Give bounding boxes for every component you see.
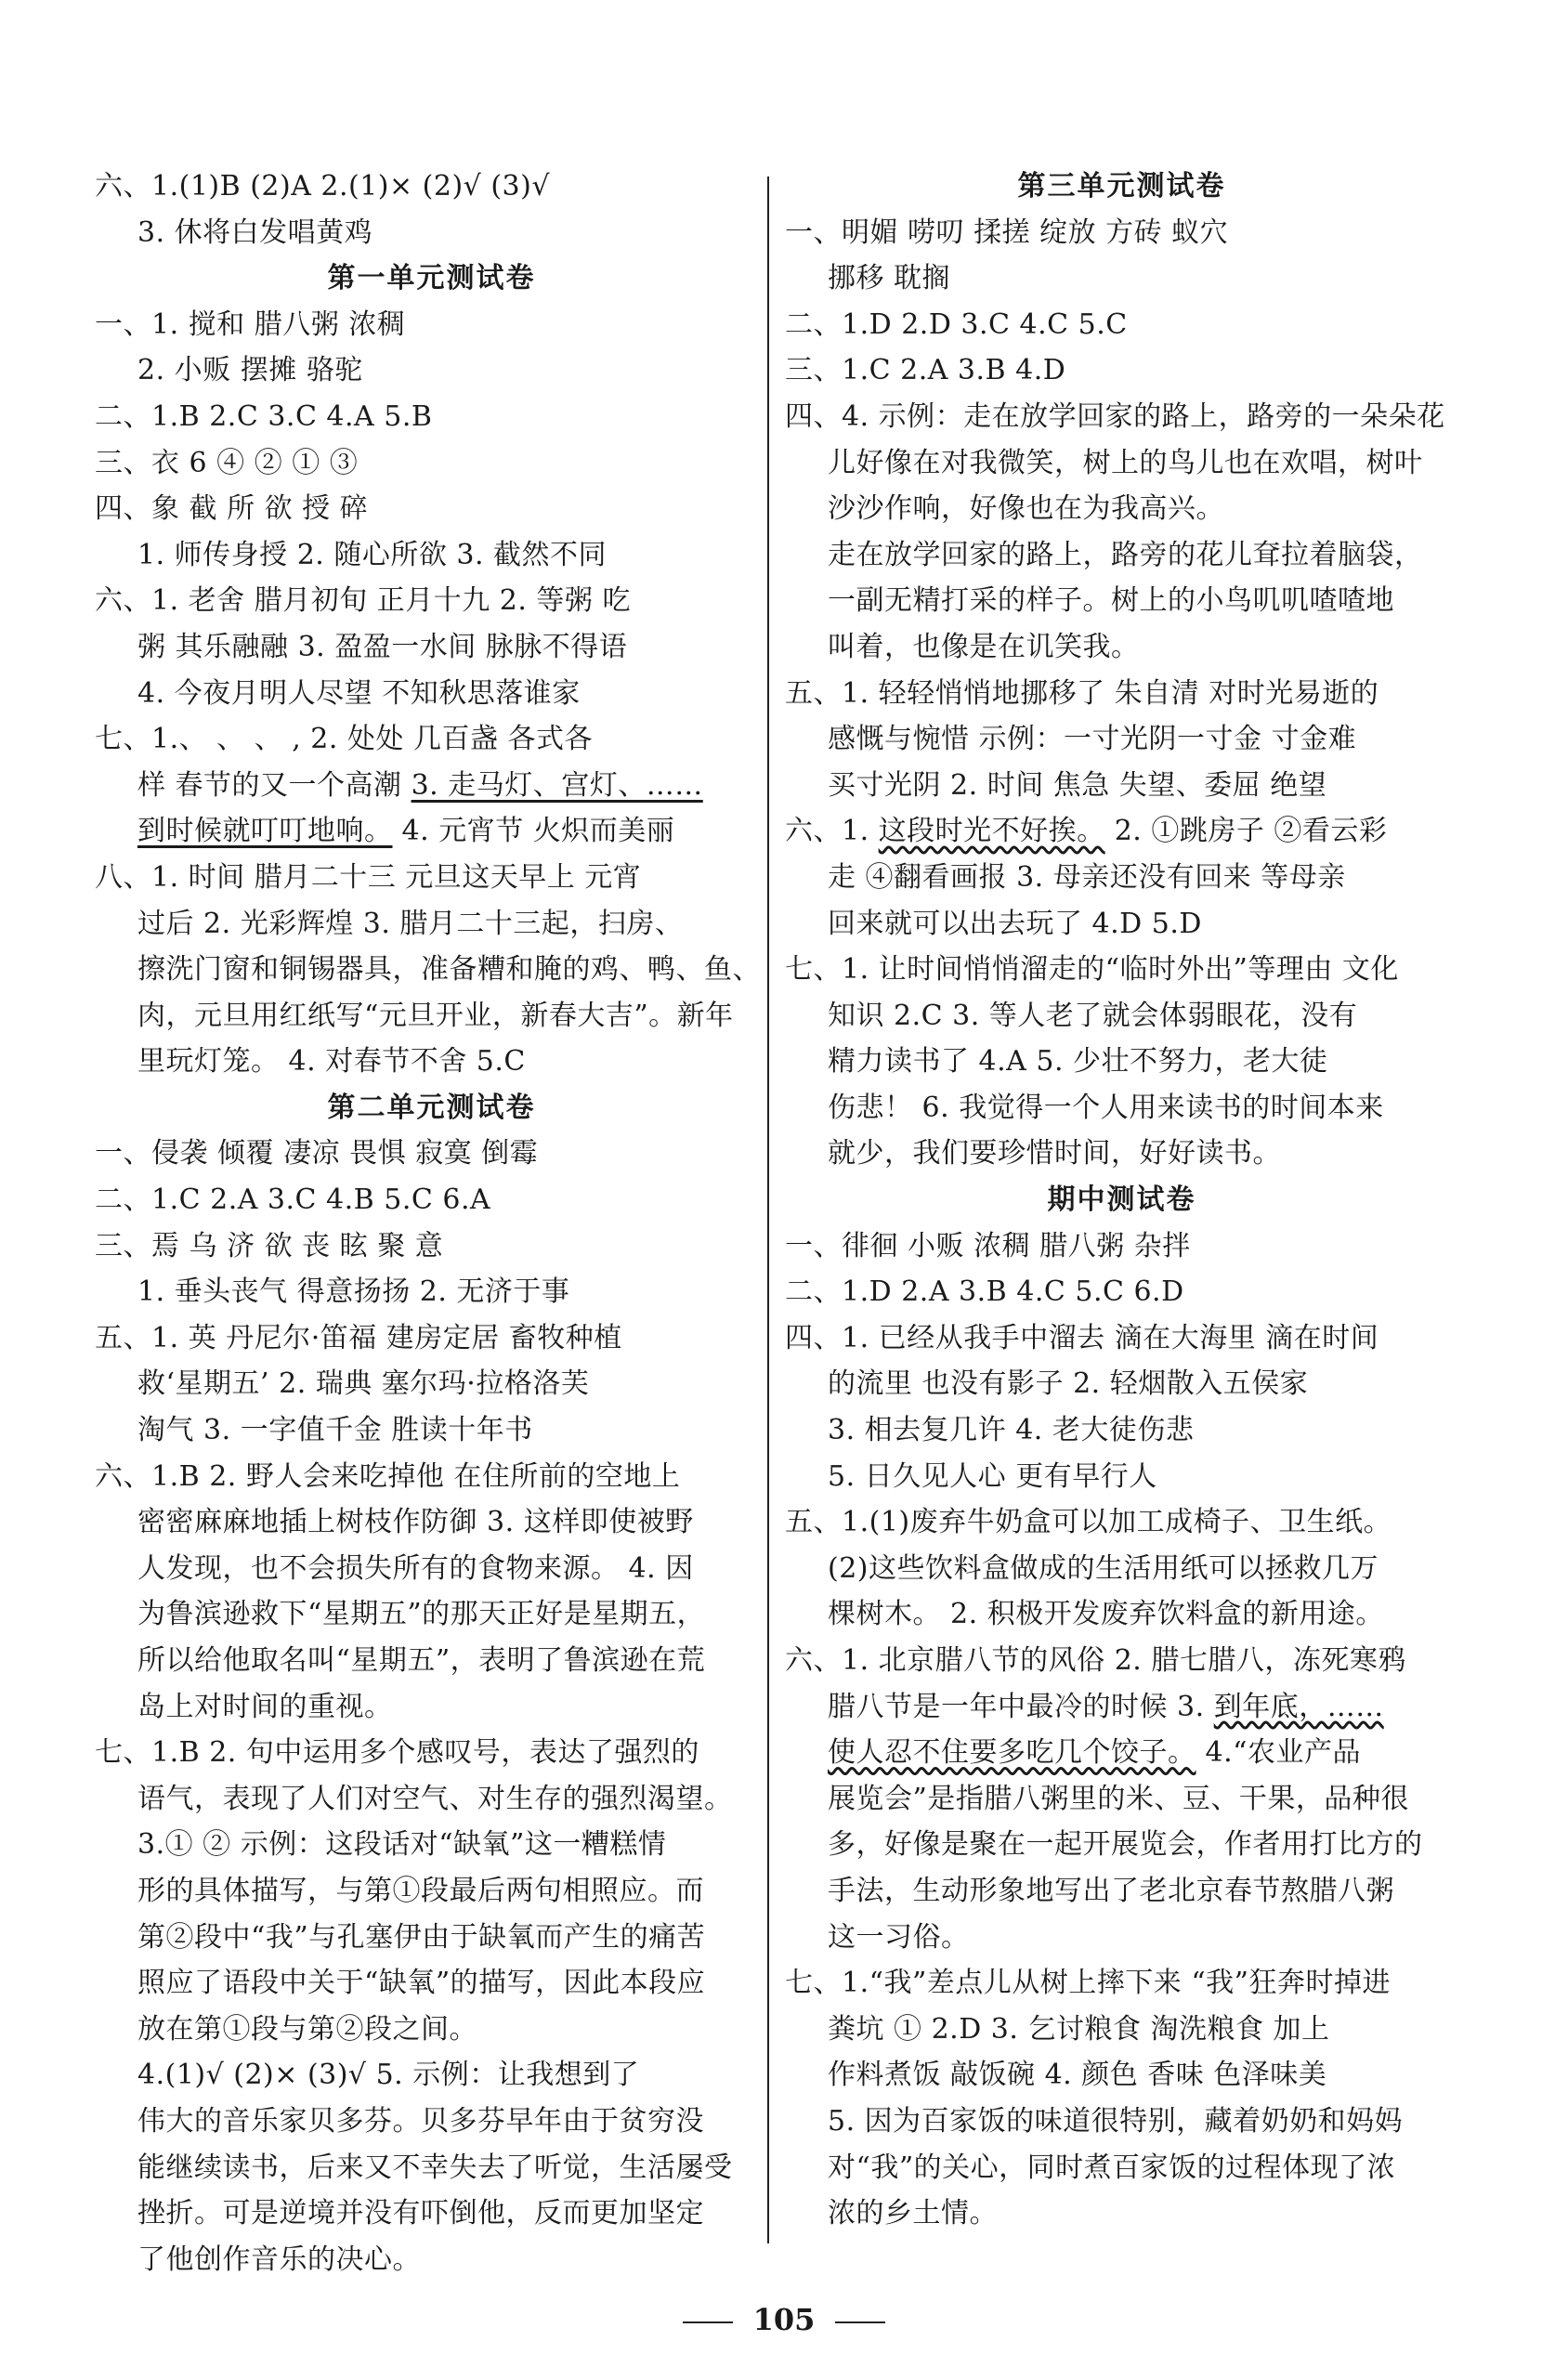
line-text: 照应了语段中关于“缺氧”的描写，因此本段应 bbox=[137, 1967, 706, 2000]
line-text: 二、1.C 2.A 3.C 4.B 5.C 6.A bbox=[95, 1183, 491, 1217]
line-text: 二、1.B 2.C 3.C 4.A 5.B bbox=[95, 399, 433, 433]
answer-line bbox=[95, 2007, 768, 2053]
line-text: 4. 今夜月明人尽望 不知秋思落谁家 bbox=[137, 676, 581, 710]
answer-line bbox=[95, 2099, 768, 2145]
answer-line bbox=[95, 808, 768, 855]
answer-line bbox=[95, 394, 768, 440]
answer-line bbox=[785, 808, 1458, 855]
answer-line bbox=[785, 1638, 1458, 1684]
answer-line bbox=[785, 1776, 1458, 1823]
answer-line bbox=[95, 2190, 768, 2237]
line-text: 二、1.D 2.A 3.B 4.C 5.C 6.D bbox=[785, 1275, 1184, 1309]
line-text: 形的具体描写，与第①段最后两句相照应。而 bbox=[137, 1874, 704, 1907]
line-text: 擦洗门窗和铜锡器具，准备糟和腌的鸡、鸭、鱼、 bbox=[137, 953, 761, 987]
page-number: 105 bbox=[752, 2302, 816, 2337]
answer-line bbox=[95, 532, 768, 579]
line-text: 六、1.(1)B (2)A 2.(1)× (2)√ (3)√ bbox=[95, 170, 550, 203]
line-text: 对“我”的关心，同时煮百家饭的过程体现了浓 bbox=[828, 2151, 1396, 2184]
page-number-footer bbox=[0, 2302, 1568, 2337]
answer-line bbox=[95, 1177, 768, 1223]
answer-line bbox=[95, 440, 768, 487]
line-text: 感慨与惋惜 示例：一寸光阴一寸金 寸金难 bbox=[828, 723, 1357, 756]
answer-line bbox=[785, 1269, 1458, 1315]
answer-line bbox=[95, 1684, 768, 1731]
line-text: 走 ④翻看画报 3. 母亲还没有回来 等母亲 bbox=[828, 860, 1346, 894]
answer-line bbox=[95, 2237, 768, 2283]
line-text: 多，好像是聚在一起开展览会，作者用打比方的 bbox=[828, 1828, 1423, 1862]
answer-line bbox=[785, 2099, 1458, 2145]
line-text: 过后 2. 光彩辉煌 3. 腊月二十三起，扫房、 bbox=[137, 907, 684, 940]
answer-line bbox=[785, 2190, 1458, 2237]
answer-line bbox=[785, 1730, 1458, 1776]
answer-line bbox=[95, 855, 768, 901]
answer-line bbox=[95, 1315, 768, 1362]
answer-line bbox=[785, 1684, 1458, 1731]
section-title bbox=[95, 255, 768, 302]
line-text: 七、1.、 、 、 , 2. 处处 几百盏 各式各 bbox=[95, 723, 594, 756]
answer-line bbox=[785, 855, 1458, 901]
line-text: 肉，元旦用红纸写“元旦开业，新春大吉”。新年 bbox=[137, 999, 734, 1032]
line-text: 一、1. 搅和 腊八粥 浓稠 bbox=[95, 307, 406, 341]
line-text: 淘气 3. 一字值千金 胜读十年书 bbox=[137, 1414, 533, 1447]
answer-line bbox=[785, 255, 1458, 302]
line-text: 三、衣 6 ④ ② ① ③ bbox=[95, 446, 359, 479]
line-text: 4.(1)√ (2)× (3)√ 5. 示例：让我想到了 bbox=[137, 2059, 640, 2092]
wavy-underlined-text: 到年底，…… bbox=[1213, 1690, 1384, 1723]
answer-line bbox=[785, 1499, 1458, 1546]
line-text: 叫着，也像是在讥笑我。 bbox=[828, 630, 1140, 663]
answer-line bbox=[95, 2052, 768, 2099]
line-text: 浓的乡土情。 bbox=[828, 2197, 998, 2230]
line-text: 3. 休将白发唱黄鸡 bbox=[137, 216, 373, 249]
answer-line bbox=[95, 1269, 768, 1315]
line-text: 挪移 耽搁 bbox=[828, 262, 951, 295]
answer-line bbox=[785, 1131, 1458, 1177]
line-text: 样 春节的又一个高潮 bbox=[137, 768, 412, 802]
answer-line bbox=[95, 1223, 768, 1270]
line-text: (2)这些饮料盒做成的生活用纸可以拯救几万 bbox=[828, 1551, 1379, 1585]
line-text: 精力读书了 4.A 5. 少壮不努力，老大徒 bbox=[828, 1045, 1328, 1079]
line-text: 作料煮饭 敲饭碗 4. 颜色 香味 色泽味美 bbox=[828, 2059, 1327, 2092]
answer-line bbox=[785, 532, 1458, 579]
line-text: 一、明媚 唠叨 揉搓 绽放 方砖 蚁穴 bbox=[785, 216, 1229, 249]
answer-line bbox=[785, 901, 1458, 948]
line-text: 1. 师传身授 2. 随心所欲 3. 截然不同 bbox=[137, 538, 608, 571]
line-text: 第一单元测试卷 bbox=[327, 262, 536, 295]
answer-line bbox=[785, 2145, 1458, 2191]
answer-line bbox=[95, 1407, 768, 1454]
wavy-underlined-text: 这段时光不好挨。 bbox=[878, 815, 1105, 848]
answer-line bbox=[785, 1361, 1458, 1407]
line-text: 的流里 也没有影子 2. 轻烟散入五侯家 bbox=[828, 1367, 1309, 1401]
answer-line bbox=[95, 1730, 768, 1776]
line-text: 2. 小贩 摆摊 骆驼 bbox=[137, 354, 363, 387]
answer-line bbox=[785, 1039, 1458, 1085]
answer-line bbox=[95, 578, 768, 624]
answer-line bbox=[95, 763, 768, 809]
line-text: 第三单元测试卷 bbox=[1017, 170, 1226, 203]
line-text: 就少，我们要珍惜时间，好好读书。 bbox=[828, 1137, 1281, 1170]
answer-line bbox=[785, 1868, 1458, 1915]
answer-line bbox=[785, 947, 1458, 993]
line-text: 为鲁滨逊救下“星期五”的那天正好是星期五， bbox=[137, 1598, 706, 1631]
line-text: 5. 因为百家饭的味道很特别，藏着奶奶和妈妈 bbox=[828, 2104, 1404, 2138]
answer-line bbox=[95, 347, 768, 394]
line-text: 语气，表现了人们对空气、对生存的强烈渴望。 bbox=[137, 1782, 733, 1815]
answer-line bbox=[95, 1960, 768, 2007]
answer-line bbox=[785, 716, 1458, 763]
line-text: 五、1. 英 丹尼尔·笛福 建房定居 畜牧种植 bbox=[95, 1321, 622, 1354]
line-text: 一副无精打采的样子。树上的小鸟叽叽喳喳地 bbox=[828, 584, 1394, 618]
line-text: 5. 日久见人心 更有早行人 bbox=[828, 1459, 1157, 1493]
answer-line bbox=[95, 1638, 768, 1684]
line-text: 3.① ② 示例：这段话对“缺氧”这一糟糕情 bbox=[137, 1828, 667, 1862]
answer-line bbox=[95, 302, 768, 348]
answer-line bbox=[785, 486, 1458, 532]
answer-line bbox=[95, 2145, 768, 2191]
answer-line bbox=[785, 1546, 1458, 1592]
line-text: 六、1.B 2. 野人会来吃掉他 在住所前的空地上 bbox=[95, 1459, 681, 1493]
line-text: 岛上对时间的重视。 bbox=[137, 1690, 393, 1723]
line-text: 第②段中“我”与孔塞伊由于缺氧而产生的痛苦 bbox=[137, 1920, 706, 1954]
line-text: 伤悲！ 6. 我觉得一个人用来读书的时间本来 bbox=[828, 1091, 1384, 1124]
line-text: 放在第①段与第②段之间。 bbox=[137, 2012, 477, 2046]
answer-line bbox=[95, 947, 768, 993]
line-text: 走在放学回家的路上，路旁的花儿耷拉着脑袋， bbox=[828, 538, 1423, 571]
section-title bbox=[785, 1177, 1458, 1223]
line-text: 一、侵袭 倾覆 凄凉 畏惧 寂寞 倒霉 bbox=[95, 1137, 539, 1170]
answer-line bbox=[785, 302, 1458, 348]
answer-line bbox=[785, 440, 1458, 487]
line-text: 回来就可以出去玩了 4.D 5.D bbox=[828, 907, 1202, 940]
line-text: 期中测试卷 bbox=[1047, 1183, 1196, 1217]
line-text: 4. 元宵节 火炽而美丽 bbox=[392, 815, 675, 848]
answer-line bbox=[95, 1915, 768, 1961]
answer-line bbox=[785, 347, 1458, 394]
line-text: 手法，生动形象地写出了老北京春节熬腊八粥 bbox=[828, 1874, 1394, 1907]
answer-line bbox=[95, 1361, 768, 1407]
answer-line bbox=[785, 1315, 1458, 1362]
line-text: 密密麻麻地插上树枝作防御 3. 这样即使被野 bbox=[137, 1506, 694, 1539]
underlined-text: 到时候就叮叮地响。 bbox=[137, 815, 393, 848]
line-text: 棵树木。 2. 积极开发废弃饮料盒的新用途。 bbox=[828, 1598, 1384, 1631]
line-text: 六、1. 老舍 腊月初旬 正月十九 2. 等粥 吃 bbox=[95, 584, 631, 618]
answer-line bbox=[785, 671, 1458, 717]
answer-line bbox=[95, 1454, 768, 1500]
answer-line bbox=[785, 578, 1458, 624]
answer-line bbox=[95, 210, 768, 256]
answer-line bbox=[785, 1960, 1458, 2007]
answer-line bbox=[785, 993, 1458, 1040]
answer-line bbox=[95, 1499, 768, 1546]
line-text: 粪坑 ① 2.D 3. 乞讨粮食 淘洗粮食 加上 bbox=[828, 2012, 1330, 2046]
answer-line bbox=[785, 763, 1458, 809]
answer-line bbox=[785, 1454, 1458, 1500]
line-text: 七、1. 让时间悄悄溜走的“临时外出”等理由 文化 bbox=[785, 953, 1399, 987]
wavy-underlined-text: 使人忍不住要多吃几个饺子。 bbox=[828, 1736, 1196, 1770]
line-text: 2. ①跳房子 ②看云彩 bbox=[1104, 815, 1388, 848]
answer-line bbox=[785, 210, 1458, 256]
answer-line bbox=[95, 1822, 768, 1868]
line-text: 三、1.C 2.A 3.B 4.D bbox=[785, 354, 1066, 387]
line-text: 买寸光阴 2. 时间 焦急 失望、委屈 绝望 bbox=[828, 768, 1327, 802]
section-title bbox=[95, 1085, 768, 1131]
answer-line bbox=[95, 671, 768, 717]
line-text: 这一习俗。 bbox=[828, 1920, 970, 1954]
answer-line bbox=[95, 624, 768, 671]
line-text: 四、象 截 所 欲 授 碎 bbox=[95, 492, 369, 526]
right-column bbox=[785, 163, 1458, 2237]
line-text: 人发现，也不会损失所有的食物来源。 4. 因 bbox=[137, 1551, 694, 1585]
line-text: 能继续读书，后来又不幸失去了听觉，生活屡受 bbox=[137, 2151, 733, 2184]
line-text: 七、1.“我”差点儿从树上摔下来 “我”狂奔时掉进 bbox=[785, 1967, 1392, 2000]
answer-line bbox=[95, 716, 768, 763]
column-divider bbox=[767, 177, 769, 2243]
line-text: 儿好像在对我微笑，树上的鸟儿也在欢唱，树叶 bbox=[828, 446, 1423, 479]
answer-line bbox=[785, 2007, 1458, 2053]
line-text: 五、1.(1)废弃牛奶盒可以加工成椅子、卫生纸。 bbox=[785, 1506, 1392, 1539]
line-text: 了他创作音乐的决心。 bbox=[137, 2243, 421, 2276]
answer-line bbox=[785, 1223, 1458, 1270]
line-text: 沙沙作响，好像也在为我高兴。 bbox=[828, 492, 1224, 526]
answer-line bbox=[785, 1591, 1458, 1638]
line-text: 三、焉 乌 济 欲 丧 眩 聚 意 bbox=[95, 1229, 444, 1262]
answer-line bbox=[95, 1591, 768, 1638]
answer-line bbox=[785, 2052, 1458, 2099]
line-text: 知识 2.C 3. 等人老了就会体弱眼花，没有 bbox=[828, 999, 1358, 1032]
line-text: 救‘星期五’ 2. 瑞典 塞尔玛·拉格洛芙 bbox=[137, 1367, 590, 1401]
answer-line bbox=[785, 394, 1458, 440]
line-text: 所以给他取名叫“星期五”，表明了鲁滨逊在荒 bbox=[137, 1644, 706, 1677]
line-text: 四、4. 示例：走在放学回家的路上，路旁的一朵朵花 bbox=[785, 399, 1445, 433]
line-text: 粥 其乐融融 3. 盈盈一水间 脉脉不得语 bbox=[137, 630, 628, 663]
answer-line bbox=[785, 1085, 1458, 1131]
answer-line bbox=[785, 1407, 1458, 1454]
line-text: 七、1.B 2. 句中运用多个感叹号，表达了强烈的 bbox=[95, 1736, 699, 1770]
left-column bbox=[95, 163, 768, 2282]
line-text: 一、徘徊 小贩 浓稠 腊八粥 杂拌 bbox=[785, 1229, 1191, 1262]
underlined-text: 3. 走马灯、宫灯、…… bbox=[411, 768, 703, 802]
answer-line bbox=[95, 163, 768, 210]
line-text: 第二单元测试卷 bbox=[327, 1091, 536, 1124]
line-text: 腊八节是一年中最冷的时候 3. bbox=[828, 1690, 1214, 1723]
line-text: 五、1. 轻轻悄悄地挪移了 朱自清 对时光易逝的 bbox=[785, 676, 1379, 710]
line-text: 挫折。可是逆境并没有吓倒他，反而更加坚定 bbox=[137, 2197, 704, 2230]
line-text: 4.“农业产品 bbox=[1196, 1736, 1361, 1770]
answer-line bbox=[95, 1546, 768, 1592]
section-title bbox=[785, 163, 1458, 210]
line-text: 八、1. 时间 腊月二十三 元旦这天早上 元宵 bbox=[95, 860, 642, 894]
answer-line bbox=[785, 1822, 1458, 1868]
line-text: 六、1. bbox=[785, 815, 879, 848]
answer-line bbox=[95, 993, 768, 1040]
line-text: 里玩灯笼。 4. 对春节不舍 5.C bbox=[137, 1045, 526, 1079]
answer-line bbox=[95, 1039, 768, 1085]
answer-line bbox=[785, 1915, 1458, 1961]
answer-line bbox=[95, 1776, 768, 1823]
answer-line bbox=[95, 1868, 768, 1915]
line-text: 伟大的音乐家贝多芬。贝多芬早年由于贫穷没 bbox=[137, 2104, 704, 2138]
answer-line bbox=[95, 1131, 768, 1177]
answer-line bbox=[95, 901, 768, 948]
answer-line bbox=[785, 624, 1458, 671]
line-text: 二、1.D 2.D 3.C 4.C 5.C bbox=[785, 307, 1128, 341]
answer-line bbox=[95, 486, 768, 532]
line-text: 展览会”是指腊八粥里的米、豆、干果，品种很 bbox=[828, 1782, 1409, 1815]
line-text: 1. 垂头丧气 得意扬扬 2. 无济于事 bbox=[137, 1275, 570, 1309]
line-text: 六、1. 北京腊八节的风俗 2. 腊七腊八，冻死寒鸦 bbox=[785, 1644, 1406, 1677]
line-text: 四、1. 已经从我手中溜去 滴在大海里 滴在时间 bbox=[785, 1321, 1379, 1354]
line-text: 3. 相去复几许 4. 老大徒伤悲 bbox=[828, 1414, 1195, 1447]
